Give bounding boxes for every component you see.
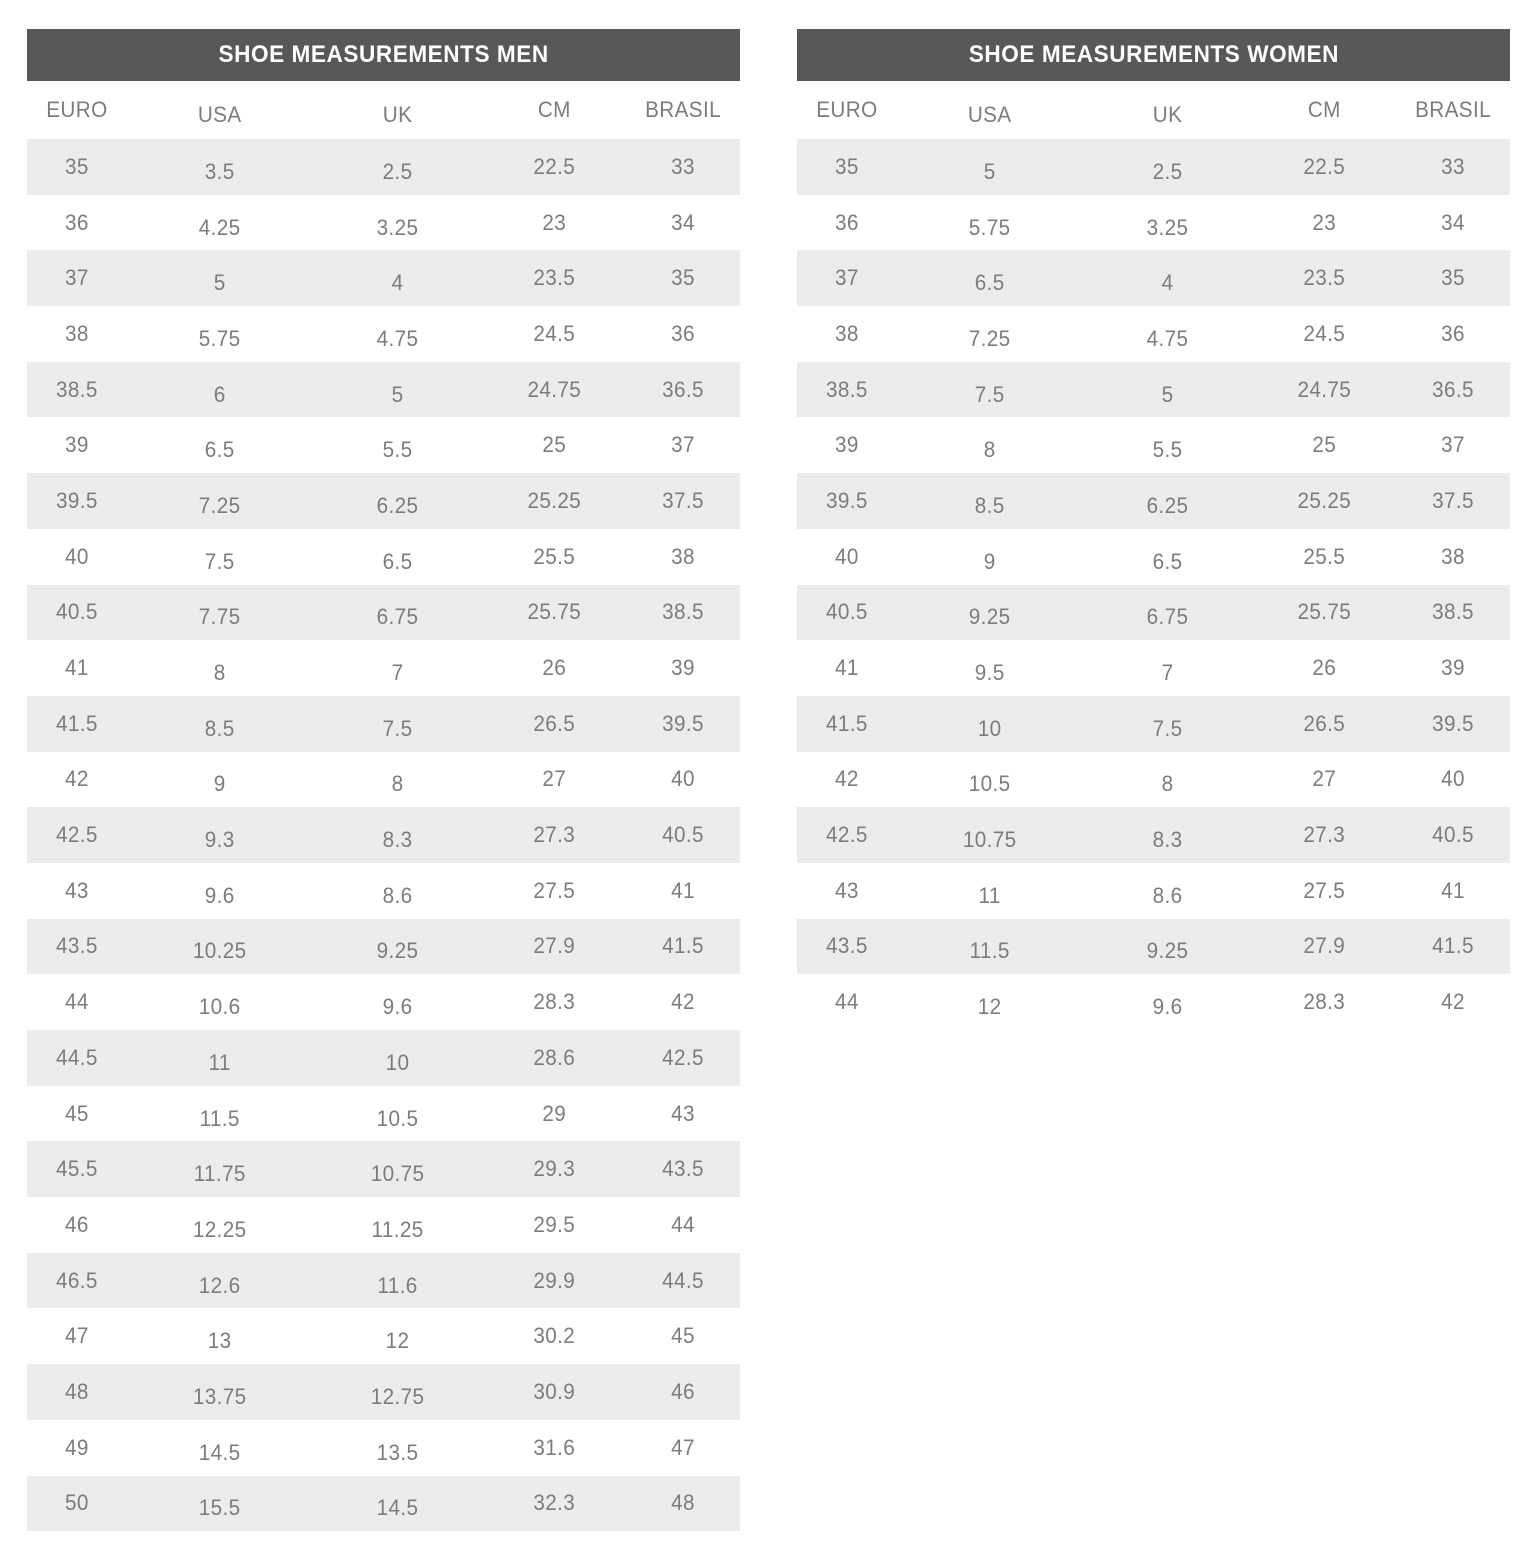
table-cell: 6.5 [204, 437, 235, 463]
table-row [27, 250, 740, 306]
table-cell: 9.6 [382, 994, 413, 1020]
table-cell: 8 [391, 771, 404, 797]
table-cell: 44.5 [662, 1267, 704, 1293]
men-column-header-row [27, 81, 740, 139]
table-row [797, 417, 1510, 473]
table-cell: 38.5 [56, 376, 98, 402]
table-cell: 3.25 [376, 214, 419, 240]
table-row [797, 250, 1510, 306]
table-row [797, 529, 1510, 585]
table-cell: 42 [65, 766, 89, 792]
table-cell: 10.75 [370, 1161, 425, 1187]
table-cell: 7 [391, 660, 404, 686]
table-cell: 8 [1161, 771, 1174, 797]
table-cell: 3.5 [204, 158, 235, 184]
column-header-uk: UK [1152, 102, 1183, 127]
table-row [797, 752, 1510, 808]
men-table-body [27, 139, 740, 1531]
table-cell: 39 [835, 432, 859, 458]
table-row [27, 1308, 740, 1364]
women-table-body [797, 139, 1510, 1030]
table-cell: 41 [65, 655, 89, 681]
table-row [27, 974, 740, 1030]
table-cell: 6.25 [376, 492, 419, 518]
table-row [797, 139, 1510, 195]
table-cell: 24.5 [1303, 320, 1346, 346]
table-cell: 44 [835, 989, 859, 1015]
table-cell: 29 [542, 1100, 567, 1126]
table-cell: 41 [835, 655, 859, 681]
table-cell: 42 [835, 766, 859, 792]
table-cell: 31.6 [533, 1434, 576, 1460]
table-cell: 40 [65, 543, 89, 569]
table-cell: 43.5 [826, 933, 868, 959]
table-cell: 34 [1441, 209, 1465, 235]
women-table-title-bar [797, 29, 1510, 81]
table-cell: 10 [385, 1049, 410, 1075]
table-cell: 28.6 [533, 1044, 576, 1070]
table-cell: 2.5 [1152, 158, 1183, 184]
table-cell: 42.5 [662, 1044, 704, 1070]
table-cell: 12.25 [192, 1216, 247, 1242]
table-row [27, 1141, 740, 1197]
table-cell: 43 [835, 877, 859, 903]
table-cell: 37 [835, 265, 859, 291]
table-cell: 47 [671, 1434, 695, 1460]
table-cell: 25 [542, 432, 567, 458]
table-cell: 5.75 [198, 325, 241, 351]
table-cell: 11.6 [377, 1272, 418, 1298]
table-row [797, 807, 1510, 863]
table-cell: 11.25 [371, 1216, 424, 1242]
table-cell: 35 [835, 153, 859, 179]
table-cell: 36 [671, 320, 695, 346]
table-cell: 6 [213, 381, 226, 407]
table-cell: 40.5 [1432, 822, 1474, 848]
table-cell: 8.6 [382, 882, 413, 908]
table-row [27, 362, 740, 418]
table-cell: 28.3 [533, 989, 576, 1015]
table-cell: 44 [671, 1211, 695, 1237]
table-cell: 36 [1441, 320, 1465, 346]
table-cell: 25.75 [1297, 599, 1352, 625]
table-cell: 35 [65, 153, 89, 179]
table-cell: 13 [207, 1328, 232, 1354]
table-cell: 43 [65, 877, 89, 903]
men-table-title-bar [27, 29, 740, 81]
table-cell: 7.5 [204, 548, 235, 574]
table-cell: 9 [213, 771, 226, 797]
table-cell: 39 [1441, 655, 1465, 681]
table-cell: 12.6 [198, 1272, 241, 1298]
table-cell: 22.5 [1303, 153, 1346, 179]
table-cell: 7 [1161, 660, 1174, 686]
table-cell: 41.5 [826, 710, 868, 736]
table-row [797, 696, 1510, 752]
table-cell: 5.5 [1152, 437, 1183, 463]
table-cell: 27.9 [533, 933, 576, 959]
table-cell: 15.5 [198, 1495, 241, 1521]
table-row [797, 306, 1510, 362]
table-cell: 12 [385, 1328, 410, 1354]
table-cell: 10.75 [962, 827, 1017, 853]
table-cell: 6.75 [376, 604, 419, 630]
table-cell: 12.75 [370, 1383, 425, 1409]
table-cell: 4.75 [1146, 325, 1189, 351]
column-header-uk: UK [382, 102, 413, 127]
table-cell: 7.5 [1152, 715, 1183, 741]
table-cell: 6.5 [1152, 548, 1183, 574]
table-cell: 27.3 [1303, 822, 1346, 848]
table-cell: 38 [671, 543, 695, 569]
table-cell: 39.5 [56, 487, 98, 513]
table-cell: 32.3 [533, 1490, 576, 1516]
table-cell: 11 [978, 882, 1001, 908]
table-cell: 36 [835, 209, 859, 235]
table-cell: 41 [1441, 877, 1465, 903]
table-cell: 26.5 [533, 710, 576, 736]
table-row [27, 1086, 740, 1142]
table-cell: 46.5 [56, 1267, 98, 1293]
table-cell: 5.75 [968, 214, 1011, 240]
table-cell: 9.3 [204, 827, 235, 853]
table-cell: 8.3 [1152, 827, 1183, 853]
table-cell: 25.5 [533, 543, 576, 569]
women-column-header-row [797, 81, 1510, 139]
table-cell: 45.5 [56, 1156, 98, 1182]
table-cell: 11.75 [193, 1161, 246, 1187]
column-header-cm: CM [538, 97, 572, 122]
table-cell: 13.75 [192, 1383, 247, 1409]
table-cell: 42 [1441, 989, 1465, 1015]
table-cell: 45 [671, 1323, 695, 1349]
table-cell: 9.25 [376, 938, 419, 964]
table-cell: 4.75 [376, 325, 419, 351]
table-cell: 42 [671, 989, 695, 1015]
table-cell: 25.25 [1297, 487, 1352, 513]
table-cell: 11.5 [969, 938, 1010, 964]
column-header-brasil: BRASIL [1415, 97, 1491, 122]
table-cell: 49 [65, 1434, 89, 1460]
table-row [27, 1197, 740, 1253]
table-cell: 38 [1441, 543, 1465, 569]
table-cell: 27 [542, 766, 567, 792]
table-row [797, 585, 1510, 641]
table-row [27, 1253, 740, 1309]
table-cell: 5 [1161, 381, 1174, 407]
table-cell: 41.5 [56, 710, 98, 736]
table-row [27, 473, 740, 529]
table-cell: 38 [835, 320, 859, 346]
table-cell: 36 [65, 209, 89, 235]
table-cell: 40.5 [56, 599, 98, 625]
table-cell: 25.5 [1303, 543, 1346, 569]
table-cell: 26 [542, 655, 567, 681]
table-cell: 38.5 [826, 376, 868, 402]
table-cell: 26.5 [1303, 710, 1346, 736]
table-cell: 44 [65, 989, 89, 1015]
table-cell: 11.5 [199, 1105, 240, 1131]
table-cell: 5 [983, 158, 996, 184]
table-cell: 6.5 [974, 270, 1005, 296]
table-cell: 5.5 [382, 437, 413, 463]
table-cell: 8.3 [382, 827, 413, 853]
table-cell: 27.3 [533, 822, 576, 848]
table-cell: 4 [1161, 270, 1174, 296]
table-cell: 40 [671, 766, 695, 792]
table-cell: 37 [65, 265, 89, 291]
table-row [27, 585, 740, 641]
table-cell: 45 [65, 1100, 89, 1126]
column-header-usa: USA [967, 102, 1012, 127]
table-row [27, 1476, 740, 1532]
table-row [27, 417, 740, 473]
table-cell: 36.5 [662, 376, 704, 402]
table-cell: 9.25 [968, 604, 1011, 630]
table-row [797, 362, 1510, 418]
table-cell: 25.25 [527, 487, 582, 513]
table-cell: 10.25 [192, 938, 247, 964]
table-cell: 6.5 [382, 548, 413, 574]
table-cell: 34 [671, 209, 695, 235]
table-row [797, 640, 1510, 696]
table-cell: 8 [983, 437, 996, 463]
table-row [27, 807, 740, 863]
table-cell: 23 [542, 209, 567, 235]
table-cell: 10.5 [968, 771, 1011, 797]
table-cell: 40 [835, 543, 859, 569]
table-cell: 27 [1312, 766, 1337, 792]
table-cell: 6.25 [1146, 492, 1189, 518]
table-cell: 39.5 [662, 710, 704, 736]
table-cell: 23.5 [533, 265, 576, 291]
table-cell: 13.5 [376, 1439, 419, 1465]
women-table-title: SHOE MEASUREMENTS WOMEN [968, 41, 1339, 68]
table-cell: 14.5 [376, 1495, 419, 1521]
table-cell: 40.5 [826, 599, 868, 625]
table-row [27, 1364, 740, 1420]
table-cell: 40 [1441, 766, 1465, 792]
table-cell: 30.9 [533, 1378, 576, 1404]
table-cell: 37.5 [1432, 487, 1474, 513]
table-cell: 4.25 [198, 214, 241, 240]
table-cell: 38.5 [1432, 599, 1474, 625]
table-cell: 8.6 [1152, 882, 1183, 908]
table-cell: 41 [671, 877, 695, 903]
table-cell: 3.25 [1146, 214, 1189, 240]
table-row [27, 529, 740, 585]
table-row [27, 306, 740, 362]
column-header-usa: USA [197, 102, 242, 127]
table-cell: 7.25 [198, 492, 241, 518]
column-header-cm: CM [1308, 97, 1342, 122]
table-cell: 40.5 [662, 822, 704, 848]
table-cell: 10.6 [198, 994, 241, 1020]
table-cell: 39 [671, 655, 695, 681]
table-cell: 43.5 [56, 933, 98, 959]
table-row [797, 974, 1510, 1030]
table-cell: 35 [1441, 265, 1465, 291]
table-cell: 7.5 [974, 381, 1005, 407]
table-cell: 5 [391, 381, 404, 407]
column-header-euro: EURO [816, 97, 878, 122]
men-table-title: SHOE MEASUREMENTS MEN [218, 41, 549, 68]
table-cell: 42.5 [56, 822, 98, 848]
table-cell: 29.3 [533, 1156, 576, 1182]
table-cell: 12 [977, 994, 1002, 1020]
table-cell: 38 [65, 320, 89, 346]
table-cell: 48 [65, 1378, 89, 1404]
table-row [27, 863, 740, 919]
table-cell: 50 [65, 1490, 89, 1516]
table-row [797, 473, 1510, 529]
table-cell: 39.5 [1432, 710, 1474, 736]
table-row [27, 752, 740, 808]
table-cell: 39.5 [826, 487, 868, 513]
table-cell: 8.5 [204, 715, 235, 741]
table-cell: 9.25 [1146, 938, 1189, 964]
table-cell: 8 [213, 660, 226, 686]
table-row [27, 139, 740, 195]
table-row [27, 696, 740, 752]
table-row [27, 1030, 740, 1086]
table-cell: 37 [671, 432, 695, 458]
table-cell: 5 [213, 270, 226, 296]
table-row [27, 1420, 740, 1476]
column-header-brasil: BRASIL [645, 97, 721, 122]
table-cell: 47 [65, 1323, 89, 1349]
table-cell: 22.5 [533, 153, 576, 179]
table-cell: 9.5 [974, 660, 1005, 686]
table-cell: 10 [977, 715, 1002, 741]
table-cell: 36.5 [1432, 376, 1474, 402]
table-row [27, 195, 740, 251]
table-cell: 41.5 [662, 933, 704, 959]
table-cell: 7.25 [968, 325, 1011, 351]
table-cell: 46 [671, 1378, 695, 1404]
table-cell: 30.2 [533, 1323, 576, 1349]
table-cell: 11 [208, 1049, 231, 1075]
table-cell: 6.75 [1146, 604, 1189, 630]
table-row [27, 640, 740, 696]
table-cell: 27.5 [533, 877, 576, 903]
table-cell: 23.5 [1303, 265, 1346, 291]
table-cell: 8.5 [974, 492, 1005, 518]
table-cell: 43.5 [662, 1156, 704, 1182]
table-row [27, 919, 740, 975]
table-cell: 29.5 [533, 1211, 576, 1237]
table-cell: 42.5 [826, 822, 868, 848]
table-cell: 35 [671, 265, 695, 291]
table-cell: 10.5 [376, 1105, 419, 1131]
table-cell: 33 [671, 153, 695, 179]
table-cell: 26 [1312, 655, 1337, 681]
table-row [797, 195, 1510, 251]
table-cell: 39 [65, 432, 89, 458]
table-cell: 4 [391, 270, 404, 296]
table-row [797, 863, 1510, 919]
table-cell: 24.75 [527, 376, 582, 402]
table-cell: 46 [65, 1211, 89, 1237]
table-cell: 2.5 [382, 158, 413, 184]
table-cell: 41.5 [1432, 933, 1474, 959]
table-cell: 33 [1441, 153, 1465, 179]
table-cell: 37.5 [662, 487, 704, 513]
men-size-table [27, 29, 740, 1531]
table-cell: 38.5 [662, 599, 704, 625]
table-cell: 37 [1441, 432, 1465, 458]
table-cell: 27.5 [1303, 877, 1346, 903]
table-cell: 7.5 [382, 715, 413, 741]
table-cell: 25.75 [527, 599, 582, 625]
table-cell: 7.75 [198, 604, 241, 630]
table-cell: 27.9 [1303, 933, 1346, 959]
table-cell: 28.3 [1303, 989, 1346, 1015]
table-cell: 9 [983, 548, 996, 574]
table-cell: 9.6 [204, 882, 235, 908]
table-cell: 48 [671, 1490, 695, 1516]
table-cell: 24.75 [1297, 376, 1352, 402]
table-cell: 24.5 [533, 320, 576, 346]
table-cell: 44.5 [56, 1044, 98, 1070]
table-cell: 14.5 [198, 1439, 241, 1465]
table-row [797, 919, 1510, 975]
column-header-euro: EURO [46, 97, 108, 122]
table-cell: 25 [1312, 432, 1337, 458]
table-cell: 43 [671, 1100, 695, 1126]
table-cell: 29.9 [533, 1267, 576, 1293]
table-cell: 23 [1312, 209, 1337, 235]
women-size-table [797, 29, 1510, 1030]
table-cell: 9.6 [1152, 994, 1183, 1020]
